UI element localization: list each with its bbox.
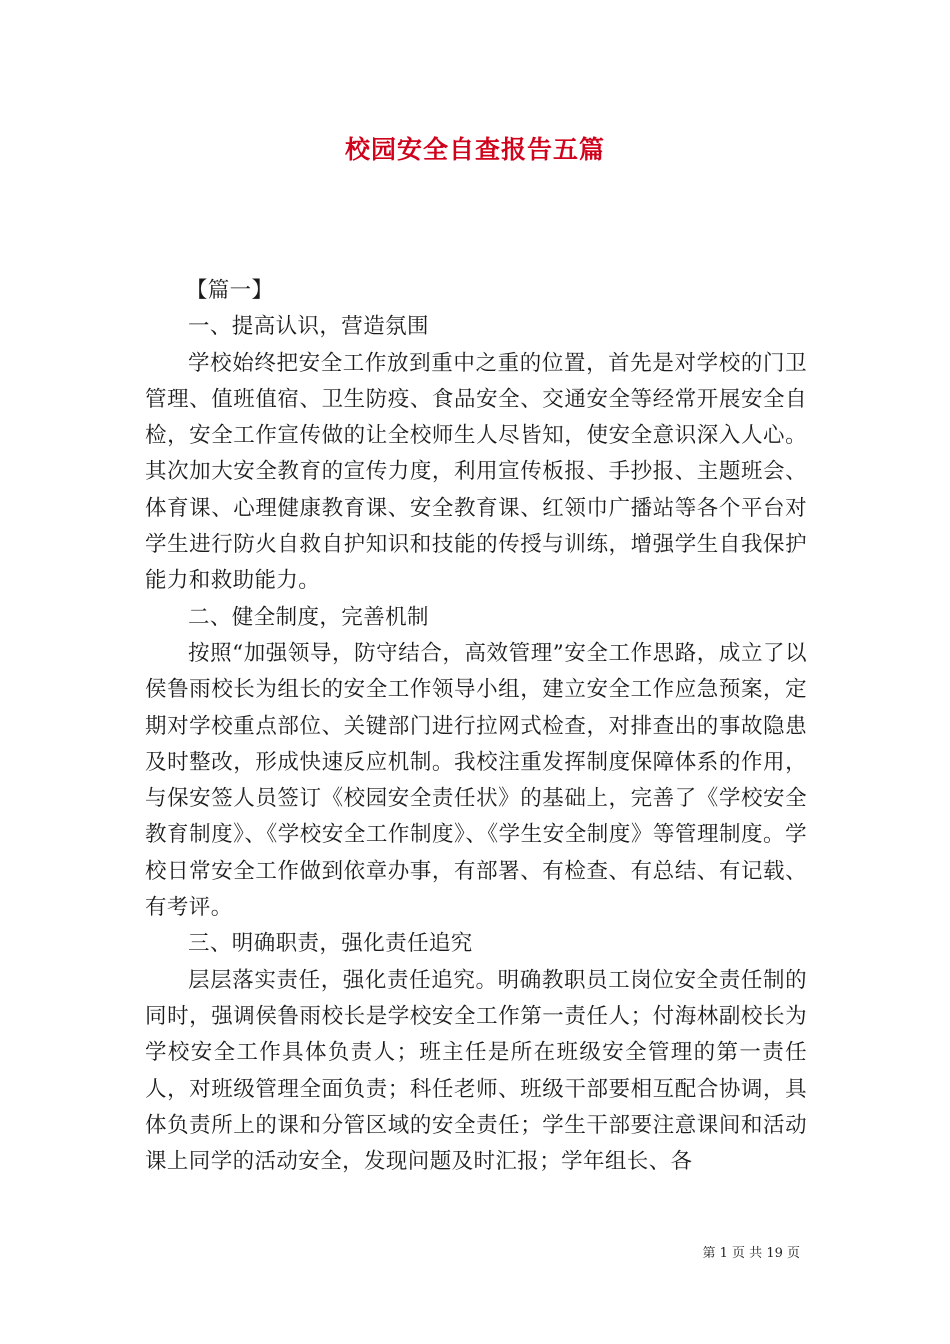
paragraph-1: 学校始终把安全工作放到重中之重的位置，首先是对学校的门卫管理、值班值宿、卫生防疫、食品安全、交通安全等经常开展安全自检，安全工作宣传做的让全校师生人尽皆知，使安全意识深入人心。其次加大安全教育的宣传力度，利用宣传板报、手抄报、主题班会、体育课、心理健康教育课、安全教育课、红领巾广播站等各个平台对学生进行防火自救自护知识和技能的传授与训练，增强学生自我保护能力和救助能力。 <box>145 350 807 594</box>
paragraph-3: 层层落实责任，强化责任追究。明确教职员工岗位安全责任制的同时，强调侯鲁雨校长是学校安全工作第一责任人；付海林副校长为学校安全工作具体负责人；班主任是所在班级安全管理的第一责任人，对班级管理全面负责；科任老师、班级干部要相互配合协调，具体负责所上的课和分管区域的安全责任；学生干部要注意课间和活动课上同学的活动安全，发现问题及时汇报；学年组长、各 <box>145 967 807 1175</box>
section-label: 【篇一】 <box>185 278 274 303</box>
heading-1: 一、提高认识，营造氛围 <box>188 314 429 340</box>
document-body <box>145 273 807 1180</box>
heading-2: 二、健全制度，完善机制 <box>188 604 429 630</box>
page-footer: 第 1 页 共 19 页 <box>702 1246 800 1261</box>
paragraph-2: 按照“加强领导，防守结合，高效管理”安全工作思路，成立了以侯鲁雨校长为组长的安全工作领导小组，建立安全工作应急预案，定期对学校重点部位、关键部门进行拉网式检查，对排查出的事故隐患及时整改，形成快速反应机制。我校注重发挥制度保障体系的作用，与保安签人员签订《校园安全责任状》的基础上，完善了《学校安全教育制度》、《学校安全工作制度》、《学生安全制度》等管理制度。学校日常安全工作做到依章办事，有部署、有检查、有总结、有记载、有考评。 <box>145 640 807 921</box>
heading-3: 三、明确职责，强化责任追究 <box>188 931 473 957</box>
document-title: 校园安全自查报告五篇 <box>344 135 605 164</box>
